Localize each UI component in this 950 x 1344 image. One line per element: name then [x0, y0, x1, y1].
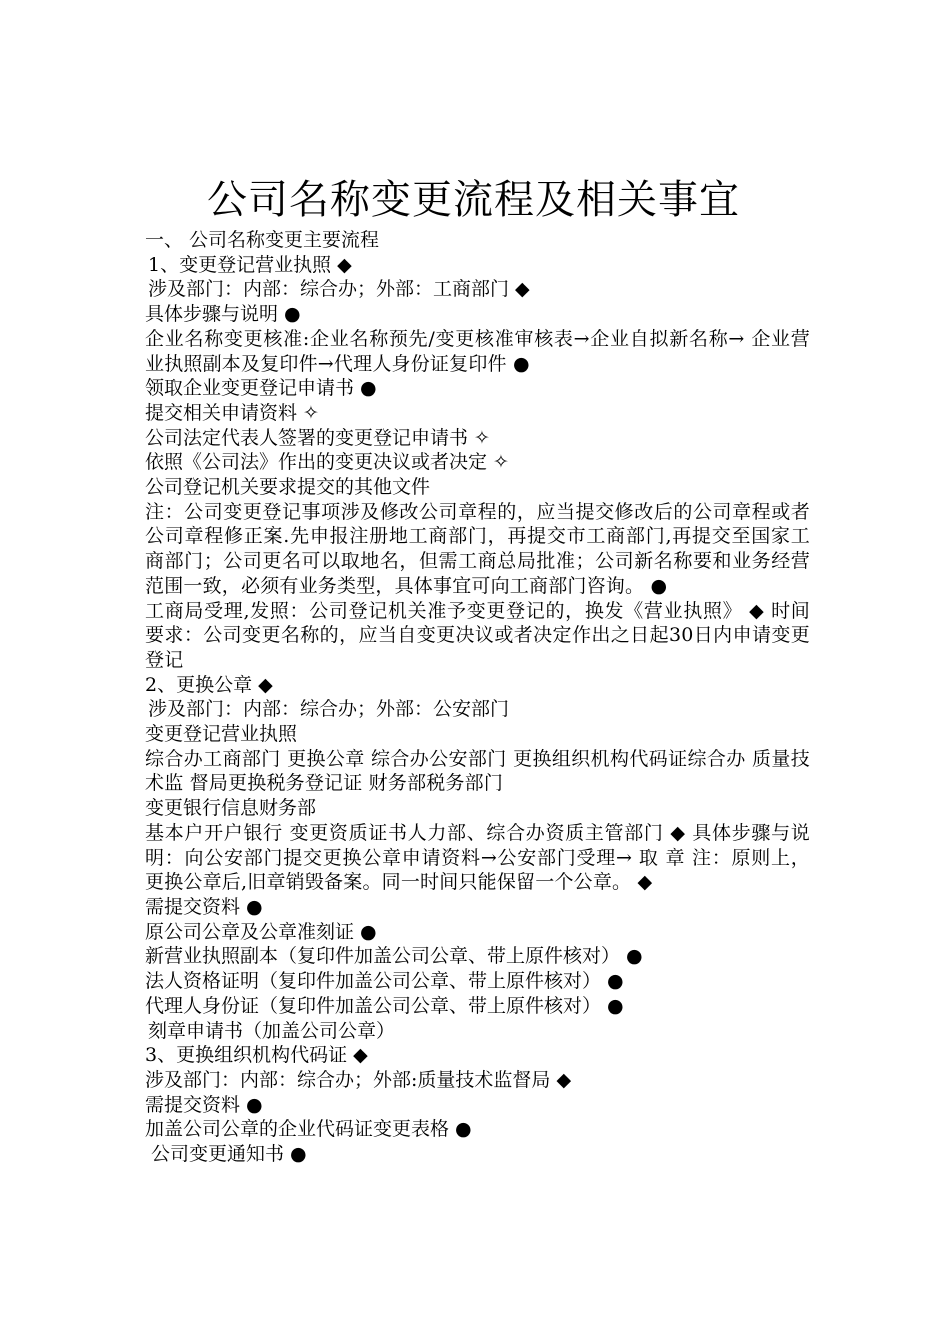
paragraph-license-issue: 工商局受理,发照：公司登记机关准予变更登记的，换发《营业执照》 ◆ 时间要求：公司变更名称的，应当自变更决议或者决定作出之日起30日内申请变更登记: [145, 599, 810, 671]
line-2: 1、变更登记营业执照 ◆: [148, 253, 352, 276]
line-15: 变更登记营业执照: [145, 723, 298, 746]
line-25: 3、更换组织机构代码证 ◆: [145, 1044, 368, 1067]
line-8: 公司法定代表人签署的变更登记申请书 ✧: [145, 426, 490, 449]
paragraph-seal-steps: 基本户开户银行 变更资质证书人力部、综合办资质主管部门 ◆ 具体步骤与说明：向公安部门提交更换公章申请资料→公安部门受理→ 取 章 注：原则上，更换公章后,旧章销毁备案。同一时间只能保留一个公章。 ◆: [145, 821, 810, 894]
line-1: 一、 公司名称变更主要流程: [145, 229, 380, 251]
line-14: 涉及部门：内部：综合办；外部：公安部门: [148, 698, 510, 721]
line-20: 原公司公章及公章准刻证 ●: [145, 920, 377, 943]
line-17: 变更银行信息财务部: [145, 797, 317, 820]
line-19: 需提交资料 ●: [145, 895, 263, 918]
paragraph-departments: 综合办工商部门 更换公章 综合办公安部门 更换组织机构代码证综合办 质量技术监 督局更换税务登记证 财务部税务部门: [145, 747, 810, 795]
line-4: 具体步骤与说明 ●: [145, 303, 301, 326]
line-26: 涉及部门：内部：综合办；外部:质量技术监督局 ◆: [145, 1068, 572, 1091]
line-21: 新营业执照副本（复印件加盖公司公章、带上原件核对） ●: [145, 945, 643, 968]
paragraph-name-approval: 企业名称变更核准:企业名称预先/变更核准审核表→企业自拟新名称→ 企业营业执照副本及复印件→代理人身份证复印件 ●: [145, 327, 810, 375]
line-27: 需提交资料 ●: [145, 1093, 263, 1116]
line-7: 提交相关申请资料 ✧: [145, 401, 319, 424]
paragraph-note: 注：公司变更登记事项涉及修改公司章程的，应当提交修改后的公司章程或者公司章程修正案.先申报注册地工商部门，再提交市工商部门,再提交至国家工商部门；公司更名可以取地名，但需工商总局批准；公司新名称要和业务经营范围一致，必须有业务类型，具体事宜可向工商部门咨询。 ●: [145, 500, 810, 597]
line-24: 刻章申请书（加盖公司公章）: [148, 1019, 396, 1042]
line-23: 代理人身份证（复印件加盖公司公章、带上原件核对） ●: [145, 994, 624, 1017]
line-9: 依照《公司法》作出的变更决议或者决定 ✧: [145, 451, 509, 474]
line-3: 涉及部门：内部：综合办；外部：工商部门 ◆: [148, 278, 530, 301]
line-10: 公司登记机关要求提交的其他文件: [145, 476, 431, 499]
document-page: [145, 170, 810, 1167]
line-6: 领取企业变更登记申请书 ●: [145, 377, 377, 400]
line-29: 公司变更通知书 ●: [151, 1143, 307, 1166]
document-title: 公司名称变更流程及相关事宜: [207, 177, 740, 223]
line-22: 法人资格证明（复印件加盖公司公章、带上原件核对） ●: [145, 970, 624, 993]
line-13: 2、更换公章 ◆: [145, 673, 273, 696]
line-28: 加盖公司公章的企业代码证变更表格 ●: [145, 1118, 472, 1141]
